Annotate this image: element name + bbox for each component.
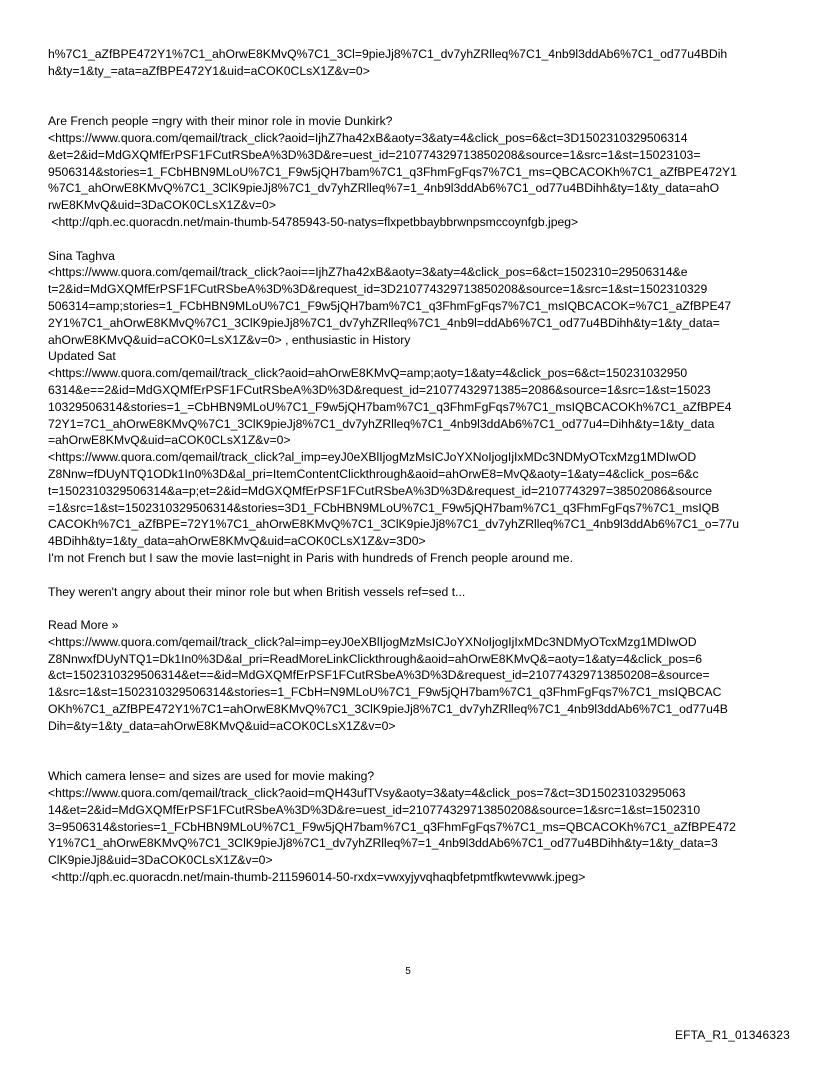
blank-line — [48, 751, 776, 768]
text-line: Z8Nnw=fDUyNTQ1ODk1In0%3D&al_pri=ItemContentClickthrough&aoid=ahOrwE8=MvQ&aoty=1&aty=4&click_pos=6&c — [48, 466, 699, 481]
text-line: =1&src=1&st=1502310329506314&stories=3D1_FCbHBN9MLoU%7C1_F9w5jQH7bam%7C1_q3FhmFgFqs7%7C1_msIQB — [48, 500, 720, 515]
text-line: Which camera lense= and sizes are used for movie making? — [48, 769, 375, 784]
text-line: I'm not French but I saw the movie last=night in Paris with hundreds of French people around me. — [48, 550, 573, 565]
text-line: 4BDihh&ty=1&ty_data=ahOrwE8KMvQ&uid=aCOK0CLsX1Z&v=3D0> — [48, 534, 426, 549]
text-line: <https://www.quora.com/qemail/track_click?aoi==IjhZ7ha42xB&aoty=3&aty=4&click_pos=6&ct=1502310=29506314&e — [48, 265, 688, 280]
text-line: CACOKh%7C1_aZfBPE=72Y1%7C1_ahOrwE8KMvQ%7C1_3ClK9pieJj8%7C1_dv7yhZRlleq%7C1_4nb9l3ddAb6%7C1_o=77u — [48, 517, 740, 532]
text-line: Read More » — [48, 618, 119, 633]
text-line: t=1502310329506314&a=p;et=2&id=MdGXQMfErPSF1FCutRSbeA%3D%3D&request_id=2107743297=38502086&source — [48, 483, 713, 498]
text-line: Are French people =ngry with their minor role in movie Dunkirk? — [48, 114, 393, 129]
text-line: ClK9pieJj8&uid=3DaCOK0CLsX1Z&v=0> — [48, 853, 273, 868]
text-line: <https://www.quora.com/qemail/track_click?al_imp=eyJ0eXBlIjogMzMsICJoYXNoIjogIjIxMDc3NDMyOTcxMzg1MDIwOD — [48, 450, 697, 465]
text-line: %7C1_ahOrwE8KMvQ%7C1_3ClK9pieJj8%7C1_dv7yhZRlleq%7=1_4nb9l3ddAb6%7C1_od77u4BDihh&ty=1&ty_data=ahO — [48, 181, 720, 196]
text-line: OKh%7C1_aZfBPE472Y1%7C1=ahOrwE8KMvQ%7C1_3ClK9pieJj8%7C1_dv7yhZRlleq%7C1_4nb9l3ddAb6%7C1_od77u4B — [48, 702, 728, 717]
text-line: &et=2&id=MdGXQMfErPSF1FCutRSbeA%3D%3D&re=uest_id=210774329713850208&source=1&src=1&st=15023103= — [48, 147, 701, 162]
text-line: ahOrwE8KMvQ&uid=aCOK0=LsX1Z&v=0> , enthusiastic in History — [48, 332, 411, 347]
blank-line — [48, 231, 776, 248]
text-line: Y1%7C1_ahOrwE8KMvQ%7C1_3ClK9pieJj8%7C1_dv7yhZRlleq%7=1_4nb9l3ddAb6%7C1_od77u4BDihh&ty=1&ty_data=3 — [48, 836, 718, 851]
blank-line — [48, 96, 776, 113]
text-line: <https://www.quora.com/qemail/track_click?aoid=mQH43ufTVsy&aoty=3&aty=4&click_pos=7&ct=3D15023103295063 — [48, 786, 686, 801]
blank-line — [48, 735, 776, 752]
email-body-text — [48, 46, 776, 886]
text-line: 9506314&stories=1_FCbHBN9MLoU%7C1_F9w5jQH7bam%7C1_q3FhmFgFqs7%7C1_ms=QBCACOKh%7C1_aZfBPE472Y1 — [48, 164, 737, 179]
text-line: They weren't angry about their minor role but when British vessels ref=sed t... — [48, 584, 466, 599]
page-number: 5 — [405, 966, 411, 977]
text-line: <http://qph.ec.quoracdn.net/main-thumb-211596014-50-rxdx=vwxyjyvqhaqbfetpmtfkwtevwwk.jpeg> — [48, 870, 586, 885]
text-line: <https://www.quora.com/qemail/track_click?aoid=ahOrwE8KMvQ=amp;aoty=1&aty=4&click_pos=6&ct=150231032950 — [48, 366, 688, 381]
text-line: 72Y1=7C1_ahOrwE8KMvQ%7C1_3ClK9pieJj8%7C1_dv7yhZRlleq%7C1_4nb9l3ddAb6%7C1_od77u4=Dihh&ty=1&ty_data — [48, 416, 715, 431]
text-line: Sina Taghva — [48, 248, 115, 263]
text-line: Dih=&ty=1&ty_data=ahOrwE8KMvQ&uid=aCOK0CLsX1Z&v=0> — [48, 718, 396, 733]
text-line: &ct=1502310329506314&et==&id=MdGXQMfErPSF1FCutRSbeA%3D%3D&request_id=210774329713850208=&source= — [48, 668, 710, 683]
text-line: 14&et=2&id=MdGXQMfErPSF1FCutRSbeA%3D%3D&re=uest_id=210774329713850208&source=1&src=1&st=1502310 — [48, 802, 701, 817]
blank-line — [48, 600, 776, 617]
text-line: Z8NnwxfDUyNTQ1=Dk1In0%3D&al_pri=ReadMoreLinkClickthrough&aoid=ahOrwE8KMvQ&=aoty=1&aty=4&click_pos=6 — [48, 651, 703, 666]
text-line: 2Y1%7C1_ahOrwE8KMvQ%7C1_3ClK9pieJj8%7C1_dv7yhZRlleq%7C1_4nb9l=ddAb6%7C1_od77u4BDihh&ty=1&ty_data= — [48, 315, 720, 330]
text-line: 10329506314&stories=1_=CbHBN9MLoU%7C1_F9w5jQH7bam%7C1_q3FhmFgFqs7%7C1_msIQBCACOKh%7C1_aZfBPE4 — [48, 399, 732, 414]
blank-line — [48, 80, 776, 97]
text-line: <https://www.quora.com/qemail/track_click?al=imp=eyJ0eXBlIjogMzMsICJoYXNoIjogIjIxMDc3NDMyOTcxMzg1MDIwOD — [48, 634, 697, 649]
text-line: <https://www.quora.com/qemail/track_click?aoid=IjhZ7ha42xB&aoty=3&aty=4&click_pos=6&ct=3D1502310329506314 — [48, 130, 688, 145]
text-line: h&ty=1&ty_=ata=aZfBPE472Y1&uid=aCOK0CLsX1Z&v=0> — [48, 63, 370, 78]
text-line: 6314&e==2&id=MdGXQMfErPSF1FCutRSbeA%3D%3D&request_id=21077432971385=2086&source=1&src=1&st=15023 — [48, 382, 711, 397]
text-line: Updated Sat — [48, 349, 116, 364]
text-line: t=2&id=MdGXQMfErPSF1FCutRSbeA%3D%3D&request_id=3D210774329713850208&source=1&src=1&st=1502310329 — [48, 282, 708, 297]
text-line: 3=9506314&stories=1_FCbHBN9MLoU%7C1_F9w5jQH7bam%7C1_q3FhmFgFqs7%7C1_ms=QBCACOKh%7C1_aZfBPE472 — [48, 819, 736, 834]
text-line: <http://qph.ec.quoracdn.net/main-thumb-54785943-50-natys=flxpetbbaybbrwnpsmccoynfgb.jpeg> — [48, 214, 579, 229]
text-line: =ahOrwE8KMvQ&uid=aCOK0CLsX1Z&v=0> — [48, 433, 291, 448]
text-line: 1&src=1&st=1502310329506314&stories=1_FCbH=N9MLoU%7C1_F9w5jQH7bam%7C1_q3FhmFgFqs7%7C1_msIQBCAC — [48, 685, 722, 700]
blank-line — [48, 567, 776, 584]
text-line: h%7C1_aZfBPE472Y1%7C1_ahOrwE8KMvQ%7C1_3Cl=9pieJj8%7C1_dv7yhZRlleq%7C1_4nb9l3ddAb6%7C1_od77u4BDih — [48, 47, 728, 61]
document-id-stamp: EFTA_R1_01346323 — [674, 1028, 790, 1042]
text-line: rwE8KMvQ&uid=3DaCOK0CLsX1Z&v=0> — [48, 198, 276, 213]
text-line: 506314=amp;stories=1_FCbHBN9MLoU%7C1_F9w5jQH7bam%7C1_q3FhmFgFqs7%7C1_msIQBCACOK=%7C1_aZfBPE47 — [48, 298, 732, 313]
